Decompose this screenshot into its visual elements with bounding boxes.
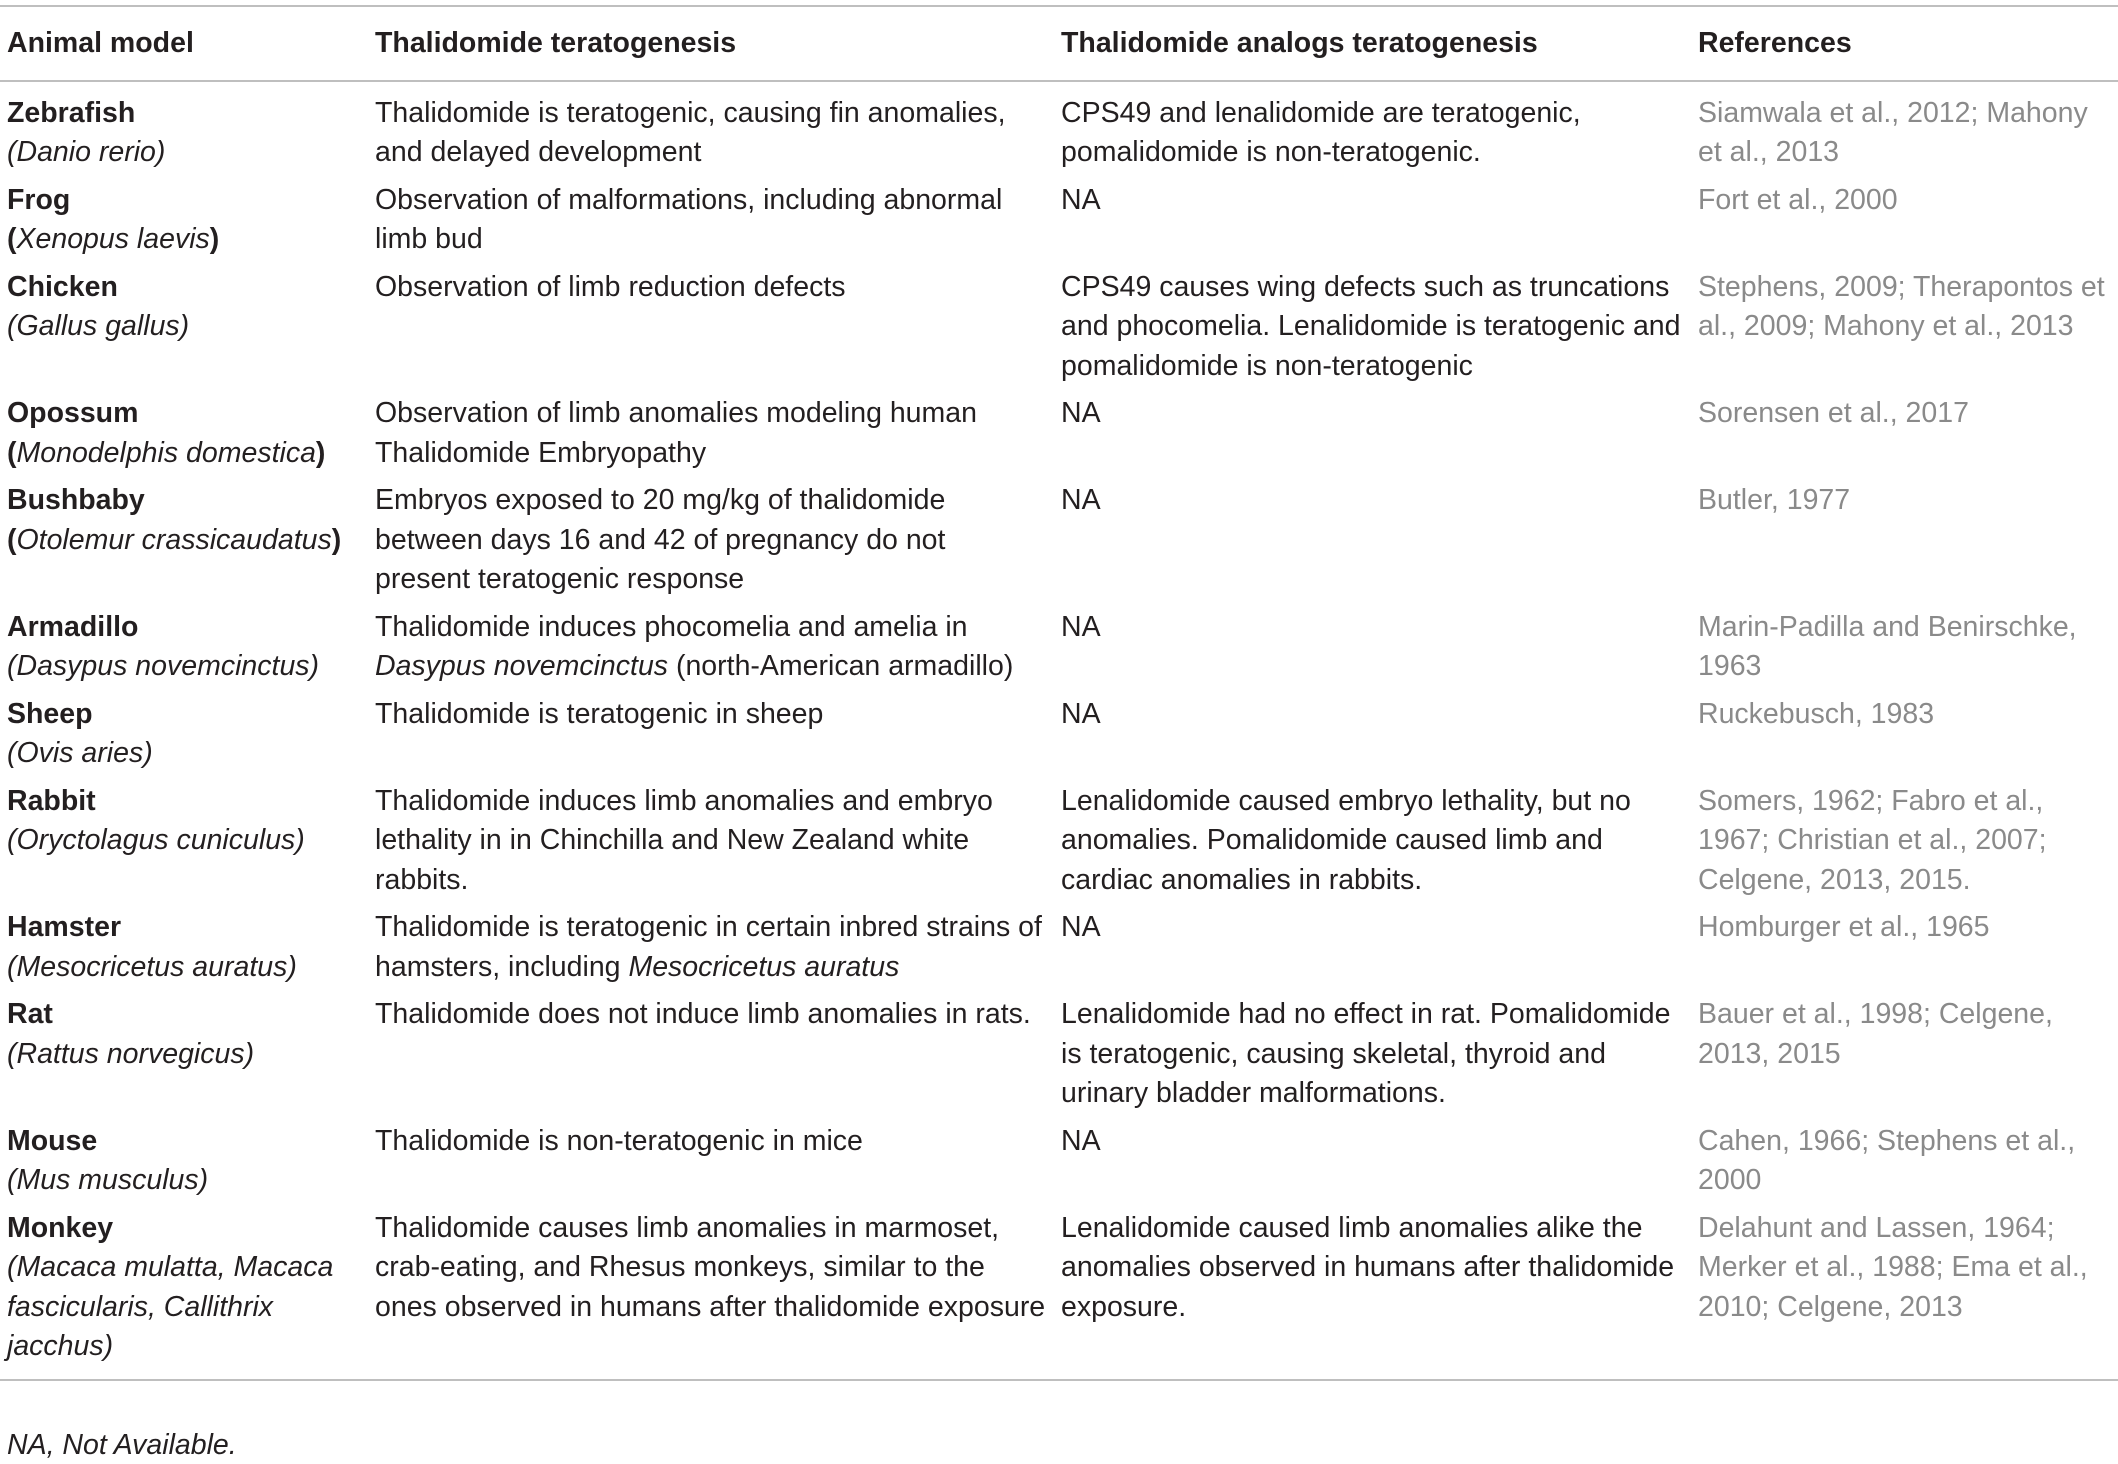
header-thalidomide-teratogenesis: Thalidomide teratogenesis [368,6,1054,81]
cell-analogs-teratogenesis: CPS49 causes wing defects such as truncations and phocomelia. Lenalidomide is teratogenic and pomalidomide is non-teratogenic [1061,270,1681,382]
cell-animal-model [0,1209,368,1380]
table-row [0,394,2118,481]
cell-references[interactable]: Siamwala et al., 2012; Mahony et al., 2013 [1698,96,2088,168]
animal-scientific-name: (Macaca mulatta, Macaca fascicularis, Callithrix jacchus) [7,1251,334,1362]
cell-thalidomide-teratogenesis: Embryos exposed to 20 mg/kg of thalidomide between days 16 and 42 of pregnancy do not present teratogenic response [375,484,946,595]
cell-analogs-teratogenesis: CPS49 and lenalidomide are teratogenic, pomalidomide is non-teratogenic. [1061,96,1581,168]
animal-scientific-name: (Danio rerio) [7,136,166,168]
table-row [0,1209,2118,1380]
header-analogs-teratogenesis: Thalidomide analogs teratogenesis [1054,6,1691,81]
animal-common-name: Opossum [7,397,139,429]
animal-common-name: Hamster [7,911,122,943]
table-row [0,995,2118,1122]
cell-analogs-teratogenesis: Lenalidomide caused embryo lethality, but no anomalies. Pomalidomide caused limb and cardiac anomalies in rabbits. [1061,784,1631,896]
teratogenesis-table [0,5,2118,1381]
cell-analogs-teratogenesis: NA [1061,397,1101,429]
animal-scientific-name: (Rattus norvegicus) [7,1037,255,1070]
animal-scientific-name: (Oryctolagus cuniculus) [7,824,305,856]
header-references: References [1691,6,2118,81]
animal-common-name: Chicken [7,270,118,303]
animal-scientific-name: (Monodelphis domestica) [7,436,326,469]
cell-thalidomide-teratogenesis: Thalidomide induces phocomelia and amelia in Dasypus novemcinctus (north-American armadillo) [375,610,1014,682]
animal-common-name: Bushbaby [7,484,145,516]
cell-thalidomide-teratogenesis: Thalidomide does not induce limb anomalies in rats. [375,998,1031,1030]
cell-analogs-teratogenesis: NA [1061,610,1101,643]
cell-animal-model [0,782,368,909]
table-body [0,81,2118,1380]
cell-animal-model [0,608,368,695]
cell-references[interactable]: Stephens, 2009; Therapontos et al., 2009; Mahony et al., 2013 [1698,270,2105,342]
animal-common-name: Mouse [7,1124,98,1157]
cell-thalidomide-teratogenesis: Observation of limb anomalies modeling human Thalidomide Embryopathy [375,397,977,469]
cell-animal-model [0,481,368,608]
table-row [0,908,2118,995]
cell-analogs-teratogenesis: NA [1061,1124,1101,1157]
cell-animal-model [0,695,368,782]
cell-animal-model [0,268,368,395]
cell-animal-model [0,1122,368,1209]
animal-common-name: Sheep [7,697,93,730]
animal-scientific-name: (Gallus gallus) [7,310,190,342]
animal-common-name: Frog [7,183,71,216]
cell-thalidomide-teratogenesis: Observation of limb reduction defects [375,270,846,303]
animal-scientific-name: (Ovis aries) [7,737,153,769]
cell-references[interactable]: Bauer et al., 1998; Celgene, 2013, 2015 [1698,998,2053,1070]
animal-common-name: Zebrafish [7,96,136,129]
cell-animal-model [0,81,368,181]
cell-analogs-teratogenesis: NA [1061,911,1101,943]
cell-analogs-teratogenesis: Lenalidomide had no effect in rat. Pomalidomide is teratogenic, causing skeletal, thyroid and urinary bladder malformations. [1061,998,1671,1109]
animal-scientific-name: (Mus musculus) [7,1164,209,1196]
table-footnote: NA, Not Available. [7,1429,237,1461]
cell-thalidomide-teratogenesis: Thalidomide is teratogenic in certain inbred strains of hamsters, including Mesocricetus auratus [375,911,1042,983]
animal-scientific-name: (Otolemur crassicaudatus) [7,523,342,556]
cell-thalidomide-teratogenesis: Thalidomide induces limb anomalies and embryo lethality in in Chinchilla and New Zealand white rabbits. [375,784,993,896]
cell-references[interactable]: Homburger et al., 1965 [1698,911,1990,943]
cell-thalidomide-teratogenesis: Thalidomide is teratogenic, causing fin anomalies, and delayed development [375,96,1006,168]
animal-scientific-name: (Mesocricetus auratus) [7,950,297,983]
cell-analogs-teratogenesis: NA [1061,484,1101,516]
cell-references[interactable]: Delahunt and Lassen, 1964; Merker et al., 1988; Ema et al., 2010; Celgene, 2013 [1691,1209,2118,1380]
cell-thalidomide-teratogenesis: Observation of malformations, including abnormal limb bud [375,183,1003,255]
cell-analogs-teratogenesis: NA [1061,183,1101,216]
cell-thalidomide-teratogenesis: Thalidomide is teratogenic in sheep [375,697,824,730]
table-row [0,695,2118,782]
cell-animal-model [0,394,368,481]
cell-references[interactable]: Somers, 1962; Fabro et al., 1967; Christian et al., 2007; Celgene, 2013, 2015. [1698,784,2047,896]
table-row [0,181,2118,268]
cell-references[interactable]: Sorensen et al., 2017 [1698,397,1969,429]
table-row [0,782,2118,909]
animal-common-name: Monkey [7,1211,114,1244]
cell-references[interactable]: Butler, 1977 [1698,484,1851,516]
animal-common-name: Rabbit [7,784,96,817]
table-header-row [0,6,2118,81]
cell-animal-model [0,995,368,1122]
cell-animal-model [0,181,368,268]
cell-thalidomide-teratogenesis: Thalidomide is non-teratogenic in mice [375,1124,863,1157]
animal-common-name: Rat [7,998,53,1030]
table-row [0,1122,2118,1209]
table-row [0,481,2118,608]
animal-scientific-name: (Dasypus novemcinctus) [7,650,320,682]
animal-scientific-name: (Xenopus laevis) [7,223,220,255]
cell-references[interactable]: Fort et al., 2000 [1698,183,1898,216]
table-row [0,81,2118,181]
cell-analogs-teratogenesis: NA [1061,697,1101,730]
cell-references[interactable]: Marin-Padilla and Benirschke, 1963 [1698,610,2077,682]
table-row [0,608,2118,695]
table-row [0,268,2118,395]
cell-animal-model [0,908,368,995]
animal-common-name: Armadillo [7,610,139,643]
cell-analogs-teratogenesis: Lenalidomide caused limb anomalies alike the anomalies observed in humans after thalidomide exposure. [1054,1209,1691,1380]
header-animal-model: Animal model [0,6,368,81]
cell-references[interactable]: Ruckebusch, 1983 [1698,697,1935,730]
cell-thalidomide-teratogenesis: Thalidomide causes limb anomalies in marmoset, crab-eating, and Rhesus monkeys, similar to the ones observed in humans after thalidomide exposure [368,1209,1054,1380]
cell-references[interactable]: Cahen, 1966; Stephens et al., 2000 [1698,1124,2076,1196]
